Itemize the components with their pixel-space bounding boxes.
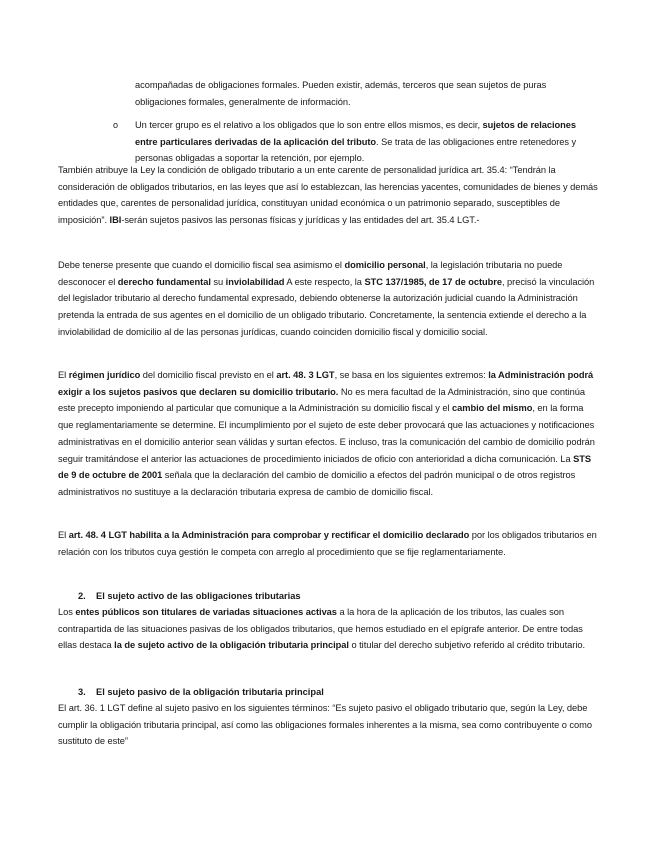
paragraph-regimen-juridico: El régimen jurídico del domicilio fiscal previsto en el art. 48. 3 LGT, se basa en los siguientes extremos: la Administración podrá exigir a los sujetos pasivos que declaren su domicilio tributario. No es mera facultad de la Administración, sino que continúa este precepto imponiendo al particular que comunique a la Administración su domicilio fiscal y el cambio del mismo, en la forma que reglamentariamente se determine. El incumplimiento por el sujeto de este deber provocará que las actuaciones y notificaciones administrativas en el domicilio anterior sean válidas y surtan efectos. E incluso, tras la comunicación del cambio de domicilio podrán seguir tramitándose el anterior las actuaciones de procedimiento iniciados de oficio con anterioridad a dicha comunicación. La STS de 9 de octubre de 2001 señala que la declaración del cambio de domicilio a efectos del padrón municipal o de otros registros administrativos no sustituye a la declaración tributaria expresa de cambio de domicilio fiscal. — [58, 370, 595, 497]
bold-term: art. 48. 4 LGT habilita a la Administración para comprobar y rectificar el domicilio declarado — [68, 530, 470, 540]
bold-term: entes públicos son titulares de variadas situaciones activas — [75, 607, 337, 617]
section-number: 3. — [78, 687, 86, 697]
bold-term: art. 48. 3 LGT — [276, 370, 335, 380]
bold-term: la de sujeto activo de la obligación tributaria principal — [114, 640, 349, 651]
bold-term: STC 137/1985, de 17 de octubre — [364, 276, 502, 287]
bold-term: sujetos de relaciones entre particulares derivadas de la aplicación del tributo — [135, 120, 577, 147]
continuation-line-2: obligaciones formales, generalmente de información. — [135, 96, 351, 107]
paragraph-art-36-1: El art. 36. 1 LGT define al sujeto pasivo en los siguientes términos: “Es sujeto pasivo el obligado tributario que, según la Ley, debe cumplir la obligación tributaria principal, así como las obligaciones formales inherentes a la misma, sea como contribuyente o como sustituto de este” — [58, 703, 592, 747]
bold-term: cambio del mismo — [452, 403, 533, 414]
bold-term: STS de 9 de octubre de 2001 — [58, 453, 592, 481]
continuation-line-1: acompañadas de obligaciones formales. Pueden existir, además, terceros que sean sujetos de puras — [135, 80, 547, 90]
bold-term: la Administración podrá exigir a los sujetos pasivos que declaren su domicilio tributario. — [58, 370, 594, 397]
paragraph-domicilio-personal: Debe tenerse presente que cuando el domicilio fiscal sea asimismo el domicilio personal, la legislación tributaria no puede desconocer el derecho fundamental su inviolabilidad A este respecto, la STC 137/1985, de 17 de octubre, precisó la vinculación del legislador tributario al derecho fundamental expresado, debiendo obtenerse la autorización judicial cuando la Administración pretenda la entrada de sus agentes en el domicilio de un obligado tributario. Concretamente, la sentencia extiende el derecho a la inviolabilidad de domicilio al de las personas jurídicas, cuando coinciden domicilio fiscal y domicilio social. — [58, 260, 595, 337]
bullet-item-third-group: Un tercer grupo es el relativo a los obligados que lo son entre ellos mismos, es decir, sujetos de relaciones entre particulares derivadas de la aplicación del tributo. Se trata de las obligaciones entre retenedores y personas obligadas a soportar la retención, por ejemplo. — [135, 120, 577, 164]
bullet-marker: o — [113, 120, 118, 130]
section-title: El sujeto activo de las obligaciones tributarias — [96, 591, 301, 601]
bold-term: derecho fundamental — [117, 276, 211, 287]
bold-term: inviolabilidad — [225, 276, 285, 287]
paragraph-continuation — [135, 77, 598, 110]
section-title: El sujeto pasivo de la obligación tributaria principal — [96, 687, 324, 697]
bold-term: régimen jurídico — [68, 370, 141, 380]
section-heading-3 — [78, 684, 324, 701]
paragraph-entes-publicos: Los entes públicos son titulares de variadas situaciones activas a la hora de la aplicación de los tributos, las cuales son contrapartida de las situaciones pasivas de los obligados tributarios, que hemos estudiado en el epígrafe anterior. De entre todas ellas destaca la de sujeto activo de la obligación tributaria principal o titular del derecho subjetivo referido al crédito tributario. — [58, 607, 586, 651]
paragraph-art-48-4: El art. 48. 4 LGT habilita a la Administración para comprobar y rectificar el domicilio declarado por los obligados tributarios en relación con los tributos cuya gestión le competa con arreglo al procedimiento que se fije reglamentariamente. — [58, 530, 597, 557]
bold-term: domicilio personal — [344, 260, 426, 270]
bold-term: IBI — [109, 215, 122, 226]
paragraph-ente-sin-personalidad: También atribuye la Ley la condición de obligado tributario a un ente carente de personalidad jurídica art. 35.4: “Tendrán la consideración de obligados tributarios, en las leyes que así lo establezcan, las herencias yacentes, comunidades de bienes y demás entidades que, carentes de personalidad jurídica, constituyan unidad económica o un patrimonio separado, susceptibles de imposición”. IBI-serán sujetos pasivos las personas físicas y jurídicas y las entidades del art. 35.4 LGT.- — [58, 165, 598, 226]
section-number: 2. — [78, 591, 86, 601]
section-heading-2 — [78, 588, 301, 605]
